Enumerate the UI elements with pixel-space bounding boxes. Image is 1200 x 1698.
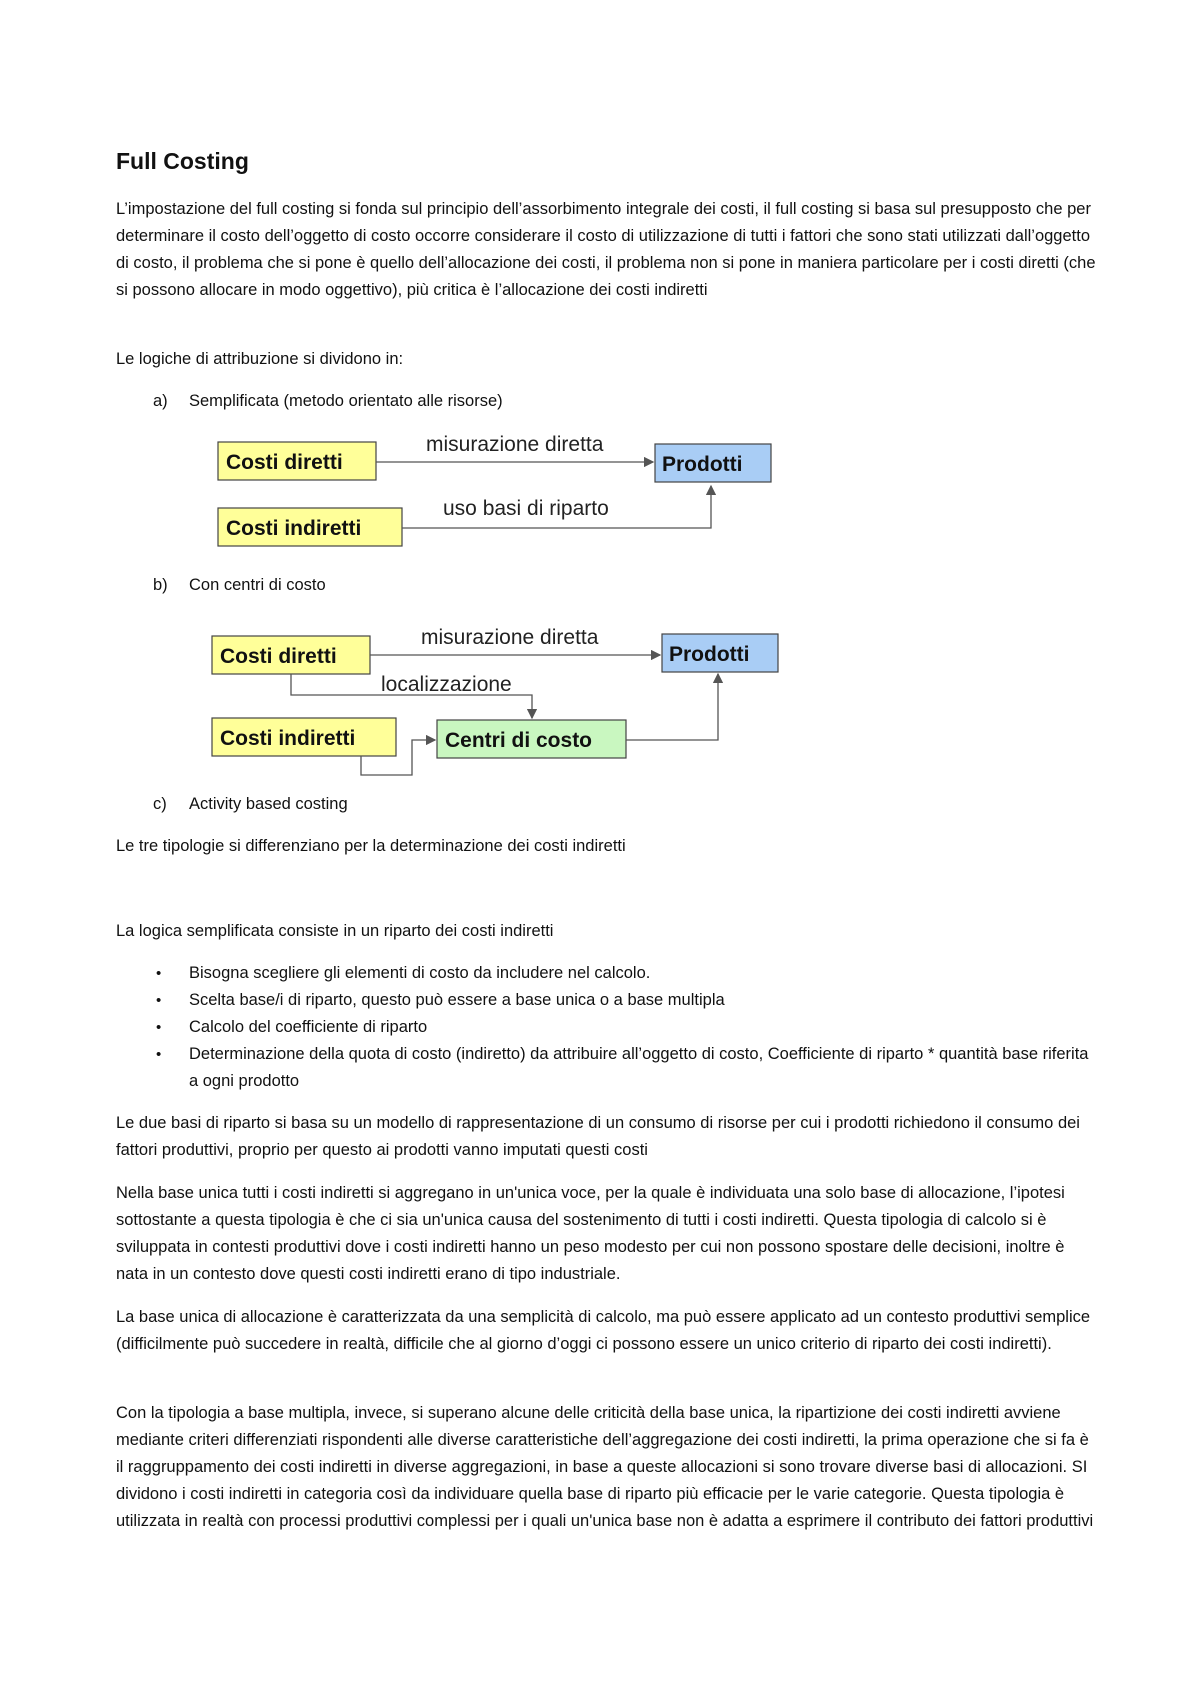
logic-label: Semplificata (metodo orientato alle risorse) [189,392,503,410]
list-marker: c) [153,795,167,813]
localizzazione-label: localizzazione [381,673,512,696]
bullet-text: Scelta base/i di riparto, questo può essere a base unica o a base multipla [189,991,725,1009]
bullet-text: Determinazione della quota di costo (indiretto) da attribuire all’oggetto di costo, Coefficiente di riparto * quantità base riferita a ogni prodotto [189,1045,1089,1090]
misurazione-label: misurazione diretta [421,626,599,649]
uso-basi-label: uso basi di riparto [443,497,609,520]
costi-diretti-label: Costi diretti [220,645,337,668]
costi-indiretti-label: Costi indiretti [226,517,362,540]
list-marker: a) [153,392,168,410]
bullet-marker: • [156,1019,162,1036]
diagram-semplificata [116,430,916,560]
semplificata-intro: La logica semplificata consiste in un riparto dei costi indiretti [116,922,554,940]
bullet-text: Calcolo del coefficiente di riparto [189,1018,428,1036]
prodotti-label: Prodotti [669,643,750,666]
base-unica-paragraph: Nella base unica tutti i costi indiretti si aggregano in un'unica voce, per la quale è individuata una solo base di allocazione, l’ipotesi sottostante a questa tipologia è che ci sia un'unica causa del sostenimento di tutti i costi indiretti. Questa tipologia di calcolo si è sviluppata in contesti produttivi dove i costi indiretti hanno un peso modesto per cui non possono spostare delle decisioni, inoltre è nata in un contesto dove questi costi indiretti erano di tipo industriale. [116,1184,1065,1283]
intro-paragraph: L’impostazione del full costing si fonda sul principio dell’assorbimento integrale dei costi, il full costing si basa sul presupposto che per determinare il costo dell’oggetto di costo occorre considerare il costo di utilizzazione di tutti i fattori che sono stati utilizzati dall’oggetto di costo, il problema che si pone è quello dell’allocazione dei costi, il problema non si pone in maniera particolare per i costi diretti (che si possono allocare in modo oggettivo), più critica è l’allocazione dei costi indiretti [116,200,1096,299]
bullet-marker: • [156,1046,162,1063]
bullet-text: Bisogna scegliere gli elementi di costo da includere nel calcolo. [189,964,651,982]
bullet-marker: • [156,992,162,1009]
logic-intro: Le logiche di attribuzione si dividono in: [116,350,404,368]
misurazione-label: misurazione diretta [426,433,604,456]
bullet-marker: • [156,965,162,982]
page-title: Full Costing [116,148,249,174]
prodotti-label: Prodotti [662,453,743,476]
allocazione-paragraph: La base unica di allocazione è caratterizzata da una semplicità di calcolo, ma può essere applicato ad un contesto produttivi semplice (difficilmente può succedere in realtà, difficile che al giorno d’oggi ci possono essere un unico criterio di riparto dei costi indiretti). [116,1308,1091,1353]
differenze-paragraph: Le tre tipologie si differenziano per la determinazione dei costi indiretti [116,837,626,855]
logic-label: Con centri di costo [189,576,326,594]
costi-diretti-label: Costi diretti [226,451,343,474]
list-marker: b) [153,576,168,594]
costi-indiretti-label: Costi indiretti [220,727,356,750]
centri-di-costo-label: Centri di costo [445,729,593,752]
basi-paragraph: Le due basi di riparto si basa su un modello di rappresentazione di un consumo di risorse per cui i prodotti richiedono il consumo dei fattori produttivi, proprio per questo ai prodotti vanno imputati questi costi [116,1114,1080,1159]
diagram-centri-di-costo [116,618,916,778]
base-multipla-paragraph: Con la tipologia a base multipla, invece, si superano alcune delle criticità della base unica, la ripartizione dei costi indiretti avviene mediante criteri differenziati rispondenti alle diverse caratteristiche dell’aggregazione dei costi indiretti, la prima operazione che si fa è il raggruppamento dei costi indiretti in diverse aggregazioni, in base a queste allocazioni si sono trovare diverse basi di allocazioni. SI dividono i costi indiretti in categoria così da individuare quella base di riparto più efficacie per le varie categorie. Questa tipologia è utilizzata in realtà con processi produttivi complessi per i quali un'unica base non è adatta a esprimere il contributo dei fattori produttivi [116,1404,1094,1530]
centri-to-prodotti-arrow [626,674,718,740]
logic-label: Activity based costing [189,795,348,813]
